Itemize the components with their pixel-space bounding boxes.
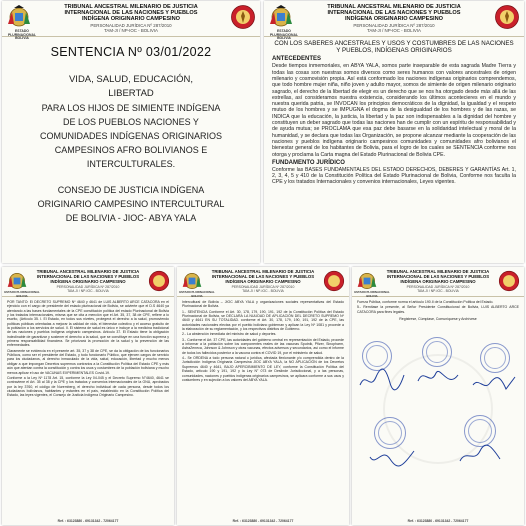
signature-icon: [470, 371, 518, 397]
letterhead-line3: INDÍGENA ORIGINARIO CAMPESINO: [400, 278, 476, 284]
paragraph: Conforme las BASES FUNDAMENTALES DEL ESTADO DERECHOS, DEBERES Y GARANTÍAS Art. 1, 2, 3, 4, 5 y 410 de la Constitución Política del Estado Plurinacional de Bolivia, Conforme nos faculta la CPE y los tratados Internacionales y convenios internacionales, Leyes vigentes.: [272, 166, 516, 186]
paragraph: Fuerza Pública, conforme norma el artículo 190.II de la Constitución Política del Estado.: [357, 300, 494, 304]
document-page-signatures: [352, 267, 524, 525]
tribunal-seal-icon: [148, 270, 170, 292]
paragraph: Desde tiempos inmemoriales, en ABYA YALA, somos parte inseparable de esta sagrada Madre Tierra y todas las cosas son nuestras somos diversos como seres humanos con valores ancestrales de origen milenario y cosmovisión propia. Así está conformado los naciones indígenas originarios comprendemos, que todo hombre mujer niña, niño joven y adulto mayor, somos de simiente de origen milenario originario sagrado, el derecho de la libertad de elegir es un derecho que se nos ha otorgado desde más allá de las estrellas, así consideramos nuestra existencia, considerando los últimos acontecieres en el mundo y nuestra querida patria, se INVOCAN los principios democráticos de la dignidad, la igualdad y el respeto mutuo de los hombres y se IMPUGNA el dogma de la desigualdad de los hombres y de las razas, se INDICA que la educación, la justicia, la libertad y la paz son indispensables a la dignidad del hombre y constituyen un deber sagrado que todas las naciones han de cumplir con un espíritu de responsabilidad y de ayuda mutua; se PROCLAMA que esa paz debe basarse en la solidaridad intelectual y moral de la humanidad, y se declara que todas las Organización, se propone alcanzar mediante la cooperación de las naciones y pueblos indígena originario campesinos comunidades y comunidades afro bolivianos el bienestar general de los habitantes de Bolivia, para el logro de los cuales se SENTENCIA conforme nos otorga y proclama la Carta magna del Estado Plurinacional de Bolivia CPE.: [272, 63, 516, 158]
letterhead: [264, 1, 524, 41]
tribunal-seal-icon: [230, 4, 256, 30]
signature-icon: [368, 445, 416, 471]
tribunal-seal-icon: [323, 270, 345, 292]
paragraph: Conforme a la Ley Nº 1178 Art. 15, conforme la Ley 04-045 y el Decreto Supremo N°4640, 4641 se contraviene el Art. 35 al 38 y la CPE y los tratados y convenios internacionales de la ONU, aprobados por la ley 3760, el código de Nuremberg, el derecho individual de cada persona, desde todos los ciudadanos bolivianos, habitantes y estantes en el país, establecido en la Constitución Política del Estado, las leyes vigentes, el Consejo de Justicia Indígena Originario Campesino.: [7, 375, 169, 398]
official-stamp-icon: [422, 337, 452, 367]
letterhead-line2: INTERNACIONAL DE LAS NACIONES Y PUEBLOS: [327, 10, 461, 17]
closing-formula: Regístrese, Cúmplase, Comuníquese y Archívese: [399, 317, 477, 322]
cover-line: PARA LOS HIJOS DE SIMIENTE INDÍGENA: [41, 103, 221, 113]
letterhead: [177, 267, 349, 297]
footer-phone-ref: Ref. : 63123880 - 69131342 - 72064177: [232, 519, 294, 523]
letterhead-line1: TRIBUNAL ANCESTRAL MILENARIO DE JUSTICIA: [211, 269, 315, 274]
letterhead-legal-id: PERSONALIDAD JURÍDICA Nº 287/2010: [353, 22, 435, 28]
tribunal-seal-icon: [494, 4, 520, 30]
document-page-sentencia: [177, 267, 349, 525]
paragraph: 2.- La abstención inmediata del ministro de salud y deportes.: [182, 332, 277, 337]
cover-line: INTERCULTURALES.: [86, 159, 176, 169]
state-label: ESTADO PLURINACIONAL BOLIVIA: [4, 290, 40, 298]
paragraph: POR TANTO: El DECRETO SUPREMO Nº 4640 y 4641 de LUIS ALBERTO ARCE CATACORA en el ejercicio con el cargo de presidente del estado plurinacional de Bolivia, se advierte que el D.S 4640 ya atentando a las bases fundamentales de la CPE constitución política del estado Plurinacional de Bolivia y los tratados internacionales, misma que se cita a mención que el Art. 35, 37, 38 de CPE, reflere a lo escrito, (Artículo 35. I. El Estado, en todos sus niveles, protegerá el derecho a la salud, promoviendo políticas públicas orientadas a mejorar la calidad de vida, el bienestar colectivo y el acceso gratuito de la población a los servicios de salud. II. El sistema de salud es único e incluye a la medicina tradicional de las naciones y pueblos indígena originario campesinos. Artículo 37. El Estado tiene la obligación indeclinable de garantizar y sostener el derecho a la salud, que se constituye en una función suprema y primera responsabilidad financiera. Se priorizará la promoción de la salud y la prevención de las enfermedades.: [7, 300, 169, 348]
letterhead-line1: TRIBUNAL ANCESTRAL MILENARIO DE JUSTICIA: [36, 269, 140, 274]
document-page-por-tanto: [2, 267, 174, 525]
bolivia-coat-of-arms-icon: [268, 4, 294, 30]
state-label: ESTADO PLURINACIONAL BOLIVIA: [269, 29, 299, 41]
council-line: ORIGINARIO CAMPESINO INTERCULTURAL: [37, 199, 225, 209]
letterhead-line3: INDÍGENA ORIGINARIO CAMPESINO: [345, 16, 443, 23]
footer-phone-ref: Ref. : 63123880 - 69131342 - 72064177: [57, 519, 119, 523]
council-line: DE BOLIVIA - JIOC- ABYA YALA: [65, 213, 197, 223]
cover-line: LIBERTAD: [108, 88, 154, 99]
letterhead-line2: INTERNACIONAL DE LAS NACIONES Y PUEBLOS: [64, 10, 198, 17]
section-heading-antecedentes: ANTECEDENTES: [272, 56, 322, 63]
letterhead-line3: INDÍGENA ORIGINARIO CAMPESINO: [50, 278, 126, 284]
letterhead-legal-id: PERSONALIDAD JURÍDICA Nº 287/2010: [90, 22, 172, 28]
letterhead-line3: INDÍGENA ORIGINARIO CAMPESINO: [225, 278, 301, 284]
letterhead-line2: INTERNACIONAL DE LAS NACIONES Y PUEBLOS: [36, 273, 140, 279]
paragraph: Intercultural de Bolivia – JIOC ABYA YALA y organizaciones sociales representativas del Estado Plurinacional de Bolivia.: [182, 300, 344, 309]
paragraph: 5.- Remítase la presente, al Señor Presidente Constitucional de Bolivia, LUIS ALBERTO ARCE CATACORA para fines legales.: [357, 305, 519, 314]
letterhead-line2: INTERNACIONAL DE LAS NACIONES Y PUEBLOS: [211, 273, 315, 279]
paragraph: 1.- SENTENCIA Conforme el Art. 30, 178, 179, 190, 191, 192 de la Constitución Política del Estado Plurinacional de Bolivia, se DECLARA LA NULIDAD DE APLICACIÓN DEL DECRETO SUPREMO Nº 4640 y 4641 EN SU TOTALIDAD. conforme el Art. 30, 178, 179, 190, 191, 192 de la CPE, las autoridades nacionales electas por el pueblo boliviano gobiernan y aplican la Ley Nº 1081 y procede a la elaboración de su reglamentación, y los respectivos distritos de Gobierno.: [182, 309, 344, 332]
signature-icon: [456, 443, 504, 469]
letterhead: [352, 267, 524, 297]
letterhead-code: TAM-JI / NP-IOC - BOLIVIA: [104, 27, 158, 33]
cover-line: CAMPESINOS AFRO BOLIVIANOS E: [54, 145, 208, 155]
state-label: ESTADO PLURINACIONAL BOLIVIA: [7, 29, 37, 41]
sentence-title: SENTENCIA Nº 03/01/2022: [50, 45, 212, 59]
signature-icon: [358, 367, 406, 393]
tribunal-seal-icon: [498, 270, 520, 292]
letterhead-code: TAM-JI / NP-IOC - BOLIVIA: [67, 288, 109, 293]
paragraph: Claramente se evidencia en el presente art. 35, 37 y 38 de CPE, se da la obligación de los funcionarios Públicos, como ser el presidente del Estado, y todo funcionario Público, que ejercen cargos de servicio para los ciudadanos, al derecho inmaculado de la vida, salud, educación, libertad y mucho menos obligar a que impongan Decretos supremos contrarios a la Constitución Política del Estado CPE y más aún que atentan contra la constitución y contra los usos y costumbres de la población boliviana y mucho menos aplicar el uso de VACUNAS EXPERIMENTALES Covid-19.: [7, 348, 169, 375]
letterhead-code: TAM-JI / NP-IOC - BOLIVIA: [242, 288, 284, 293]
letterhead-line2: INTERNACIONAL DE LAS NACIONES Y PUEBLOS: [386, 273, 490, 279]
letterhead-line1: TRIBUNAL ANCESTRAL MILENARIO DE JUSTICIA: [386, 269, 490, 274]
letterhead-line1: TRIBUNAL ANCESTRAL MILENARIO DE JUSTICIA: [64, 4, 198, 10]
letterhead-line1: TRIBUNAL ANCESTRAL MILENARIO DE JUSTICIA: [327, 4, 461, 10]
bolivia-coat-of-arms-icon: [181, 270, 203, 292]
state-label: ESTADO PLURINACIONAL BOLIVIA: [354, 290, 390, 298]
cover-line: VIDA, SALUD, EDUCACIÓN,: [68, 74, 194, 85]
section-heading-fundamento: FUNDAMENTO JURÍDICO: [272, 159, 345, 166]
document-page-cover: [2, 1, 260, 263]
council-line: CONSEJO DE JUSTICIA INDÍGENA: [57, 185, 205, 195]
bolivia-coat-of-arms-icon: [6, 270, 28, 292]
bolivia-coat-of-arms-icon: [356, 270, 378, 292]
intro-text: CON LOS SABERES ANCESTRALES Y USOS Y COSTUMBRES DE LAS NACIONES Y PUEBLOS, INDÍGENAS ORIGINARIOS: [274, 40, 514, 55]
letterhead: [2, 1, 260, 41]
document-page-antecedentes: [264, 1, 524, 263]
letterhead-legal-id: PERSONALIDAD JURÍDICA Nº 287/2010: [231, 284, 295, 289]
letterhead-code: TAM-JI / NP-IOC - BOLIVIA: [417, 288, 459, 293]
paragraph: 4.- Se ORDENA a todo persona natural o jurídica, afectada flexionante y/o comprendida dentro de la Jurisdicción Indígena Originaria Campesina JIOC ABYA YALA, la NO APLICACIÓN de los Decretos Supremos 4640 y 4641, BAJO APERCIBIMIENTO DE LEY, conforme la Constitución Política del Estado, artículo 190 y 191, 192 y la Ley N° 073 de Deslinde Jurisdiccional, y a las personas, comunidades, naciones y pueblos indígenas originarios campesinos, se aplicara conforme a sus usos y costumbres y en sujeción a los valores del ABYA YALA.: [182, 356, 344, 382]
letterhead-legal-id: PERSONALIDAD JURÍDICA Nº 287/2010: [56, 284, 120, 289]
letterhead: [2, 267, 174, 297]
footer-phone-ref: Ref. : 63123880 - 69131342 - 72064177: [407, 519, 469, 523]
state-label: ESTADO PLURINACIONAL BOLIVIA: [179, 290, 215, 298]
signature-icon: [414, 365, 462, 391]
cover-line: DE LOS PUEBLOS NACIONES Y: [63, 117, 199, 127]
cover-line: COMUNIDADES INDÍGENAS ORIGINARIOS: [39, 131, 223, 141]
paragraph: 3.- Conforme el Art. 37 CPE, las autoridades del gobierno central en representación del Estado, procede a informar a la población sobre los componentes reales de las vacunas Sputnik, Pfizer, Sinopharm, AstraZeneca, Johnson & Johnson y otras vacunas, efectos adversos y secundarios, así como el informe de todos los fallecidos posterior a la vacuna contra el COVID 19, por el ministerio de salud.: [182, 337, 344, 355]
official-stamp-icon: [480, 343, 510, 373]
letterhead-legal-id: PERSONALIDAD JURÍDICA Nº 287/2010: [406, 284, 470, 289]
letterhead-line3: INDÍGENA ORIGINARIO CAMPESINO: [82, 16, 180, 23]
bolivia-coat-of-arms-icon: [6, 4, 32, 30]
letterhead-code: TAM-JI / NP-IOC - BOLIVIA: [367, 27, 421, 33]
